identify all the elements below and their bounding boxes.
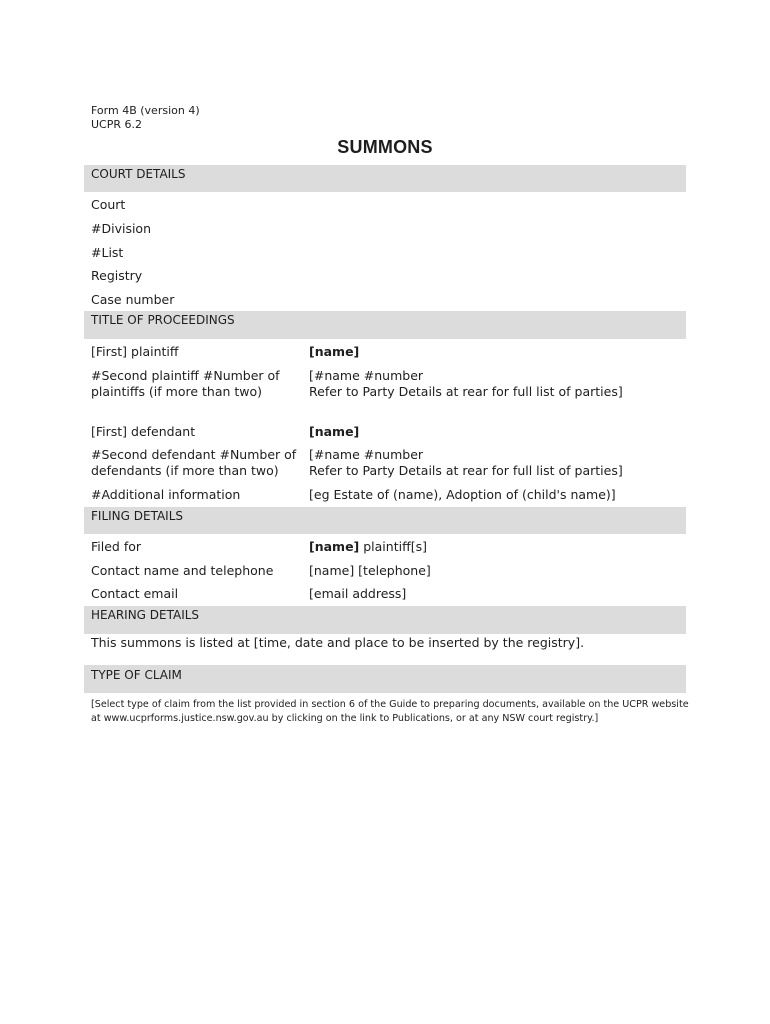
additional-info-label: #Additional information [91,487,241,502]
registry-label: Registry [91,268,143,283]
filed-for-role: plaintiff[s] [359,539,427,554]
section-court-details [84,165,686,192]
ucpr-rule: UCPR 6.2 [91,118,142,131]
first-defendant-label: [First] defendant [91,424,196,439]
filed-for-value [309,539,427,555]
email-label: Contact email [91,586,179,601]
section-type-of-claim [84,665,686,693]
division-label: #Division [91,221,151,236]
section-heading: TYPE OF CLAIM [91,668,182,682]
email-value: [email address] [309,586,407,601]
page-title: SUMMONS [337,137,433,157]
section-heading: TITLE OF PROCEEDINGS [91,313,235,327]
case-number-label: Case number [91,292,175,307]
section-heading: HEARING DETAILS [91,608,200,622]
second-defendant-label: #Second defendant #Number of [91,447,297,462]
court-label: Court [91,197,126,212]
second-plaintiff-label: #Second plaintiff #Number of [91,368,280,383]
section-title-of-proceedings [84,311,686,339]
second-plaintiff-value-cont: Refer to Party Details at rear for full list of parties] [309,384,623,399]
hearing-text: This summons is listed at [time, date and place to be inserted by the registry]. [91,635,585,650]
filed-for-label: Filed for [91,539,142,554]
second-defendant-value: [#name #number [309,447,424,462]
second-plaintiff-label-cont: plaintiffs (if more than two) [91,384,263,399]
additional-info-value: [eg Estate of (name), Adoption of (child's name)] [309,487,616,502]
contact-value: [name] [telephone] [309,563,431,578]
claim-instructions: [Select type of claim from the list provided in section 6 of the Guide to preparing documents, available on the UCPR website at www.ucprforms.justice.nsw.gov.au by clicking on the link to Publications, or at any NSW court registry.] [91,699,689,724]
form-number: Form 4B (version 4) [91,104,200,117]
first-plaintiff-label: [First] plaintiff [91,344,179,359]
first-plaintiff-value: [name] [309,344,360,359]
list-label: #List [91,245,124,260]
first-defendant-value: [name] [309,424,360,439]
section-hearing-details [84,606,686,634]
filed-for-name: [name] [309,539,360,554]
contact-label: Contact name and telephone [91,563,274,578]
second-plaintiff-value: [#name #number [309,368,424,383]
second-defendant-label-cont: defendants (if more than two) [91,463,279,478]
section-filing-details [84,507,686,534]
section-heading: COURT DETAILS [91,167,186,181]
second-defendant-value-cont: Refer to Party Details at rear for full list of parties] [309,463,623,478]
section-heading: FILING DETAILS [91,509,184,523]
